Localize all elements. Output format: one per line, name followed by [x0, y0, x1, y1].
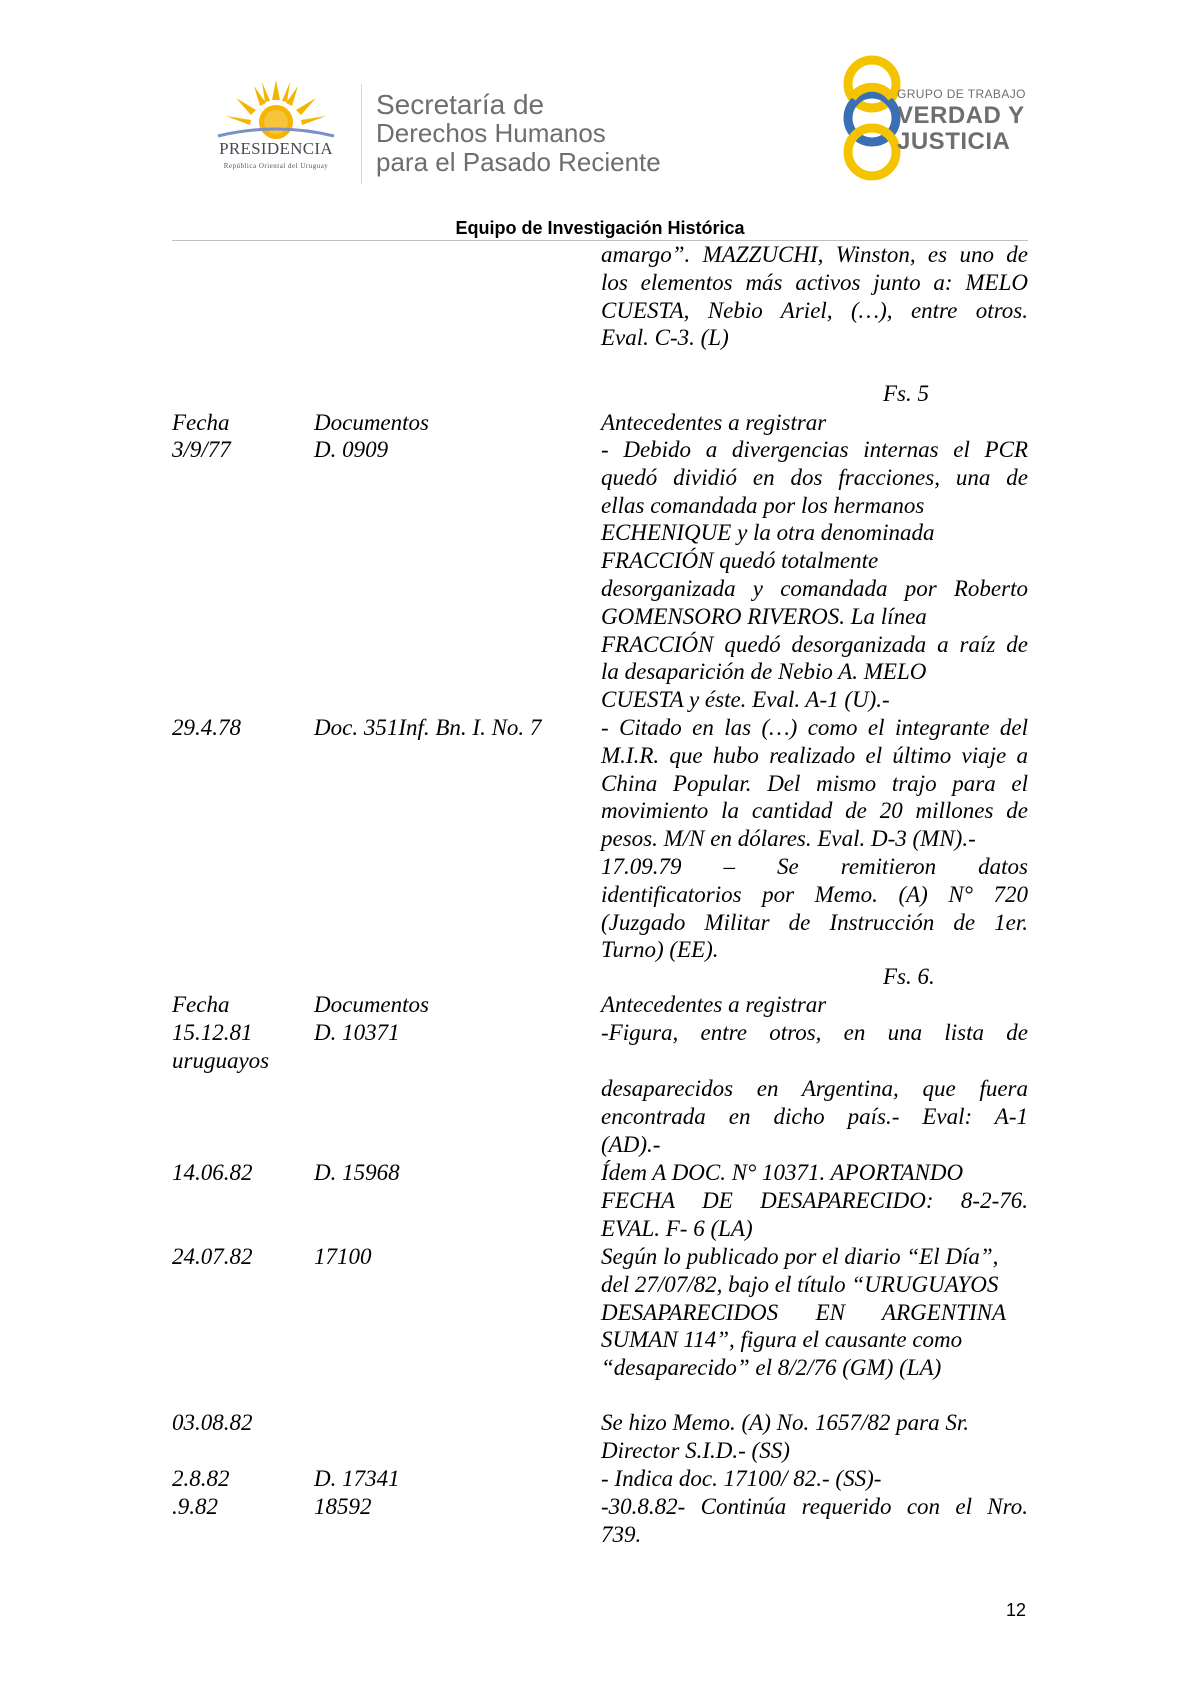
entry-document: D. 0909: [314, 437, 389, 462]
entry-line: -Figura, entre otros, en una lista de: [601, 1020, 1028, 1045]
folio-label-5: Fs. 5: [883, 381, 929, 406]
entry-text: [601, 1019, 1028, 1047]
entry-line: - Debido a divergencias internas el PCR: [601, 437, 1028, 462]
entry-line: pesos. M/N en dólares. Eval. D-3 (MN).-: [601, 826, 976, 852]
entry-date: 2.8.82: [172, 1466, 230, 1491]
entry-line: ECHENIQUE y la otra denominada: [601, 520, 935, 546]
secretaria-line-3: para el Pasado Reciente: [376, 147, 661, 177]
entry-line: (Juzgado Militar de Instrucción de 1er.: [601, 909, 1028, 935]
entry-line: GOMENSORO RIVEROS. La línea: [601, 603, 927, 629]
entry-line: EVAL. F- 6 (LA): [601, 1215, 753, 1241]
entry-line: desorganizada y comandada por Roberto: [601, 575, 1028, 601]
entry-line: - Citado en las (…) como el integrante del: [601, 715, 1028, 740]
antecedents-column-header: Antecedentes a registrar: [601, 410, 827, 435]
entry-line: encontrada en dicho país.- Eval: A-1: [601, 1103, 1028, 1129]
entry-line: CUESTA y éste. Eval. A-1 (U).-: [601, 687, 890, 713]
entry-text: [601, 1493, 1028, 1549]
intro-line: los elementos más activos junto a: MELO: [601, 269, 1028, 295]
entry-text: [601, 436, 1028, 714]
entry-line: Se hizo Memo. (A) No. 1657/82 para Sr.: [601, 1410, 969, 1435]
entry-line: FRACCIÓN quedó desorganizada a raíz de: [601, 631, 1028, 657]
secretaria-line-2: Derechos Humanos: [376, 118, 606, 148]
entry-text: [601, 1409, 1028, 1465]
entry-line: del 27/07/82, bajo el título “URUGUAYOS: [601, 1271, 999, 1297]
entry-document: D. 15968: [314, 1160, 400, 1185]
intro-block: [601, 241, 1028, 352]
entry-document: 18592: [314, 1494, 372, 1519]
entry-line: desaparecidos en Argentina, que fuera: [601, 1076, 1028, 1101]
team-title: Equipo de Investigación Histórica: [455, 218, 745, 238]
entry-document: Doc. 351Inf. Bn. I. No. 7: [314, 715, 542, 740]
entry-date: 03.08.82: [172, 1410, 253, 1435]
entry-line: FRACCIÓN quedó totalmente: [601, 548, 879, 574]
entry-line: ellas comandada por los hermanos: [601, 492, 925, 518]
entry-text: [601, 1159, 1028, 1242]
presidencia-wordmark: PRESIDENCIA: [219, 139, 333, 158]
secretaria-title: [376, 90, 661, 177]
entry-line: SUMAN 114”, figura el causante como: [601, 1327, 963, 1353]
entry-line: 17.09.79 – Se remitieron datos: [601, 853, 1028, 879]
justicia-label: JUSTICIA: [897, 128, 1011, 155]
entry-line: 739.: [601, 1521, 642, 1547]
entry-date: 15.12.81: [172, 1020, 253, 1045]
entry-line: -30.8.82- Continúa requerido con el Nro.: [601, 1494, 1028, 1519]
verdad-y-label: VERDAD Y: [897, 102, 1025, 129]
intro-line: amargo”. MAZZUCHI, Winston, es uno de: [601, 242, 1028, 267]
entry-text: - Indica doc. 17100/ 82.- (SS)-: [601, 1466, 882, 1491]
antecedents-column-header: Antecedentes a registrar: [601, 992, 827, 1017]
folio-label-6: Fs. 6.: [883, 964, 935, 989]
verdad-justicia-wordmark: [897, 87, 1026, 155]
entry-line: movimiento la cantidad de 20 millones de: [601, 798, 1028, 824]
entry-line: quedó dividió en dos fracciones, una de: [601, 464, 1028, 490]
entry-line: DESAPARECIDOS EN ARGENTINA: [601, 1299, 1006, 1325]
entry-text: [601, 714, 1028, 964]
intro-line: Eval. C-3. (L): [601, 325, 729, 351]
entry-line: Director S.I.D.- (SS): [601, 1437, 790, 1463]
date-column-header: Fecha: [172, 410, 230, 435]
grupo-trabajo-label: GRUPO DE TRABAJO: [897, 87, 1026, 101]
entry-date: 3/9/77: [172, 437, 231, 462]
entry-line: “desaparecido” el 8/2/76 (GM) (LA): [601, 1355, 942, 1381]
entry-document: D. 17341: [314, 1466, 400, 1491]
documents-column-header: Documentos: [314, 410, 429, 435]
entry-line: M.I.R. que hubo realizado el último viaje a: [601, 742, 1028, 768]
documents-column-header: Documentos: [314, 992, 429, 1017]
intro-line: CUESTA, Nebio Ariel, (…), entre otros.: [601, 297, 1028, 323]
entry-line: FECHA DE DESAPARECIDO: 8-2-76.: [601, 1187, 1028, 1213]
header-divider: [361, 84, 362, 184]
entry-date-continuation: uruguayos: [172, 1048, 270, 1073]
entry-document: D. 10371: [314, 1020, 400, 1045]
presidencia-logo: [196, 78, 356, 178]
entry-document: 17100: [314, 1244, 372, 1269]
entry-line: identificatorios por Memo. (A) N° 720: [601, 881, 1028, 907]
entry-line: Turno) (EE).: [601, 937, 719, 963]
secretaria-line-1: Secretaría de: [376, 89, 545, 120]
entry-text: [601, 1243, 1028, 1382]
sun-icon: [196, 78, 356, 140]
entry-line: (AD).-: [601, 1131, 661, 1157]
entry-date: 24.07.82: [172, 1244, 253, 1269]
entry-line: la desaparición de Nebio A. MELO: [601, 659, 927, 685]
entry-date: 29.4.78: [172, 715, 241, 740]
entry-line: Ídem A DOC. N° 10371. APORTANDO: [601, 1160, 964, 1185]
entry-date: 14.06.82: [172, 1160, 253, 1185]
entry-date: .9.82: [172, 1494, 218, 1519]
page-number: 12: [1006, 1600, 1027, 1620]
entry-text: [601, 1075, 1028, 1158]
date-column-header: Fecha: [172, 992, 230, 1017]
presidencia-subtitle: República Oriental del Uruguay: [223, 162, 329, 170]
entry-line: Según lo publicado por el diario “El Día”,: [601, 1244, 999, 1269]
entry-line: China Popular. Del mismo trajo para el: [601, 770, 1028, 796]
